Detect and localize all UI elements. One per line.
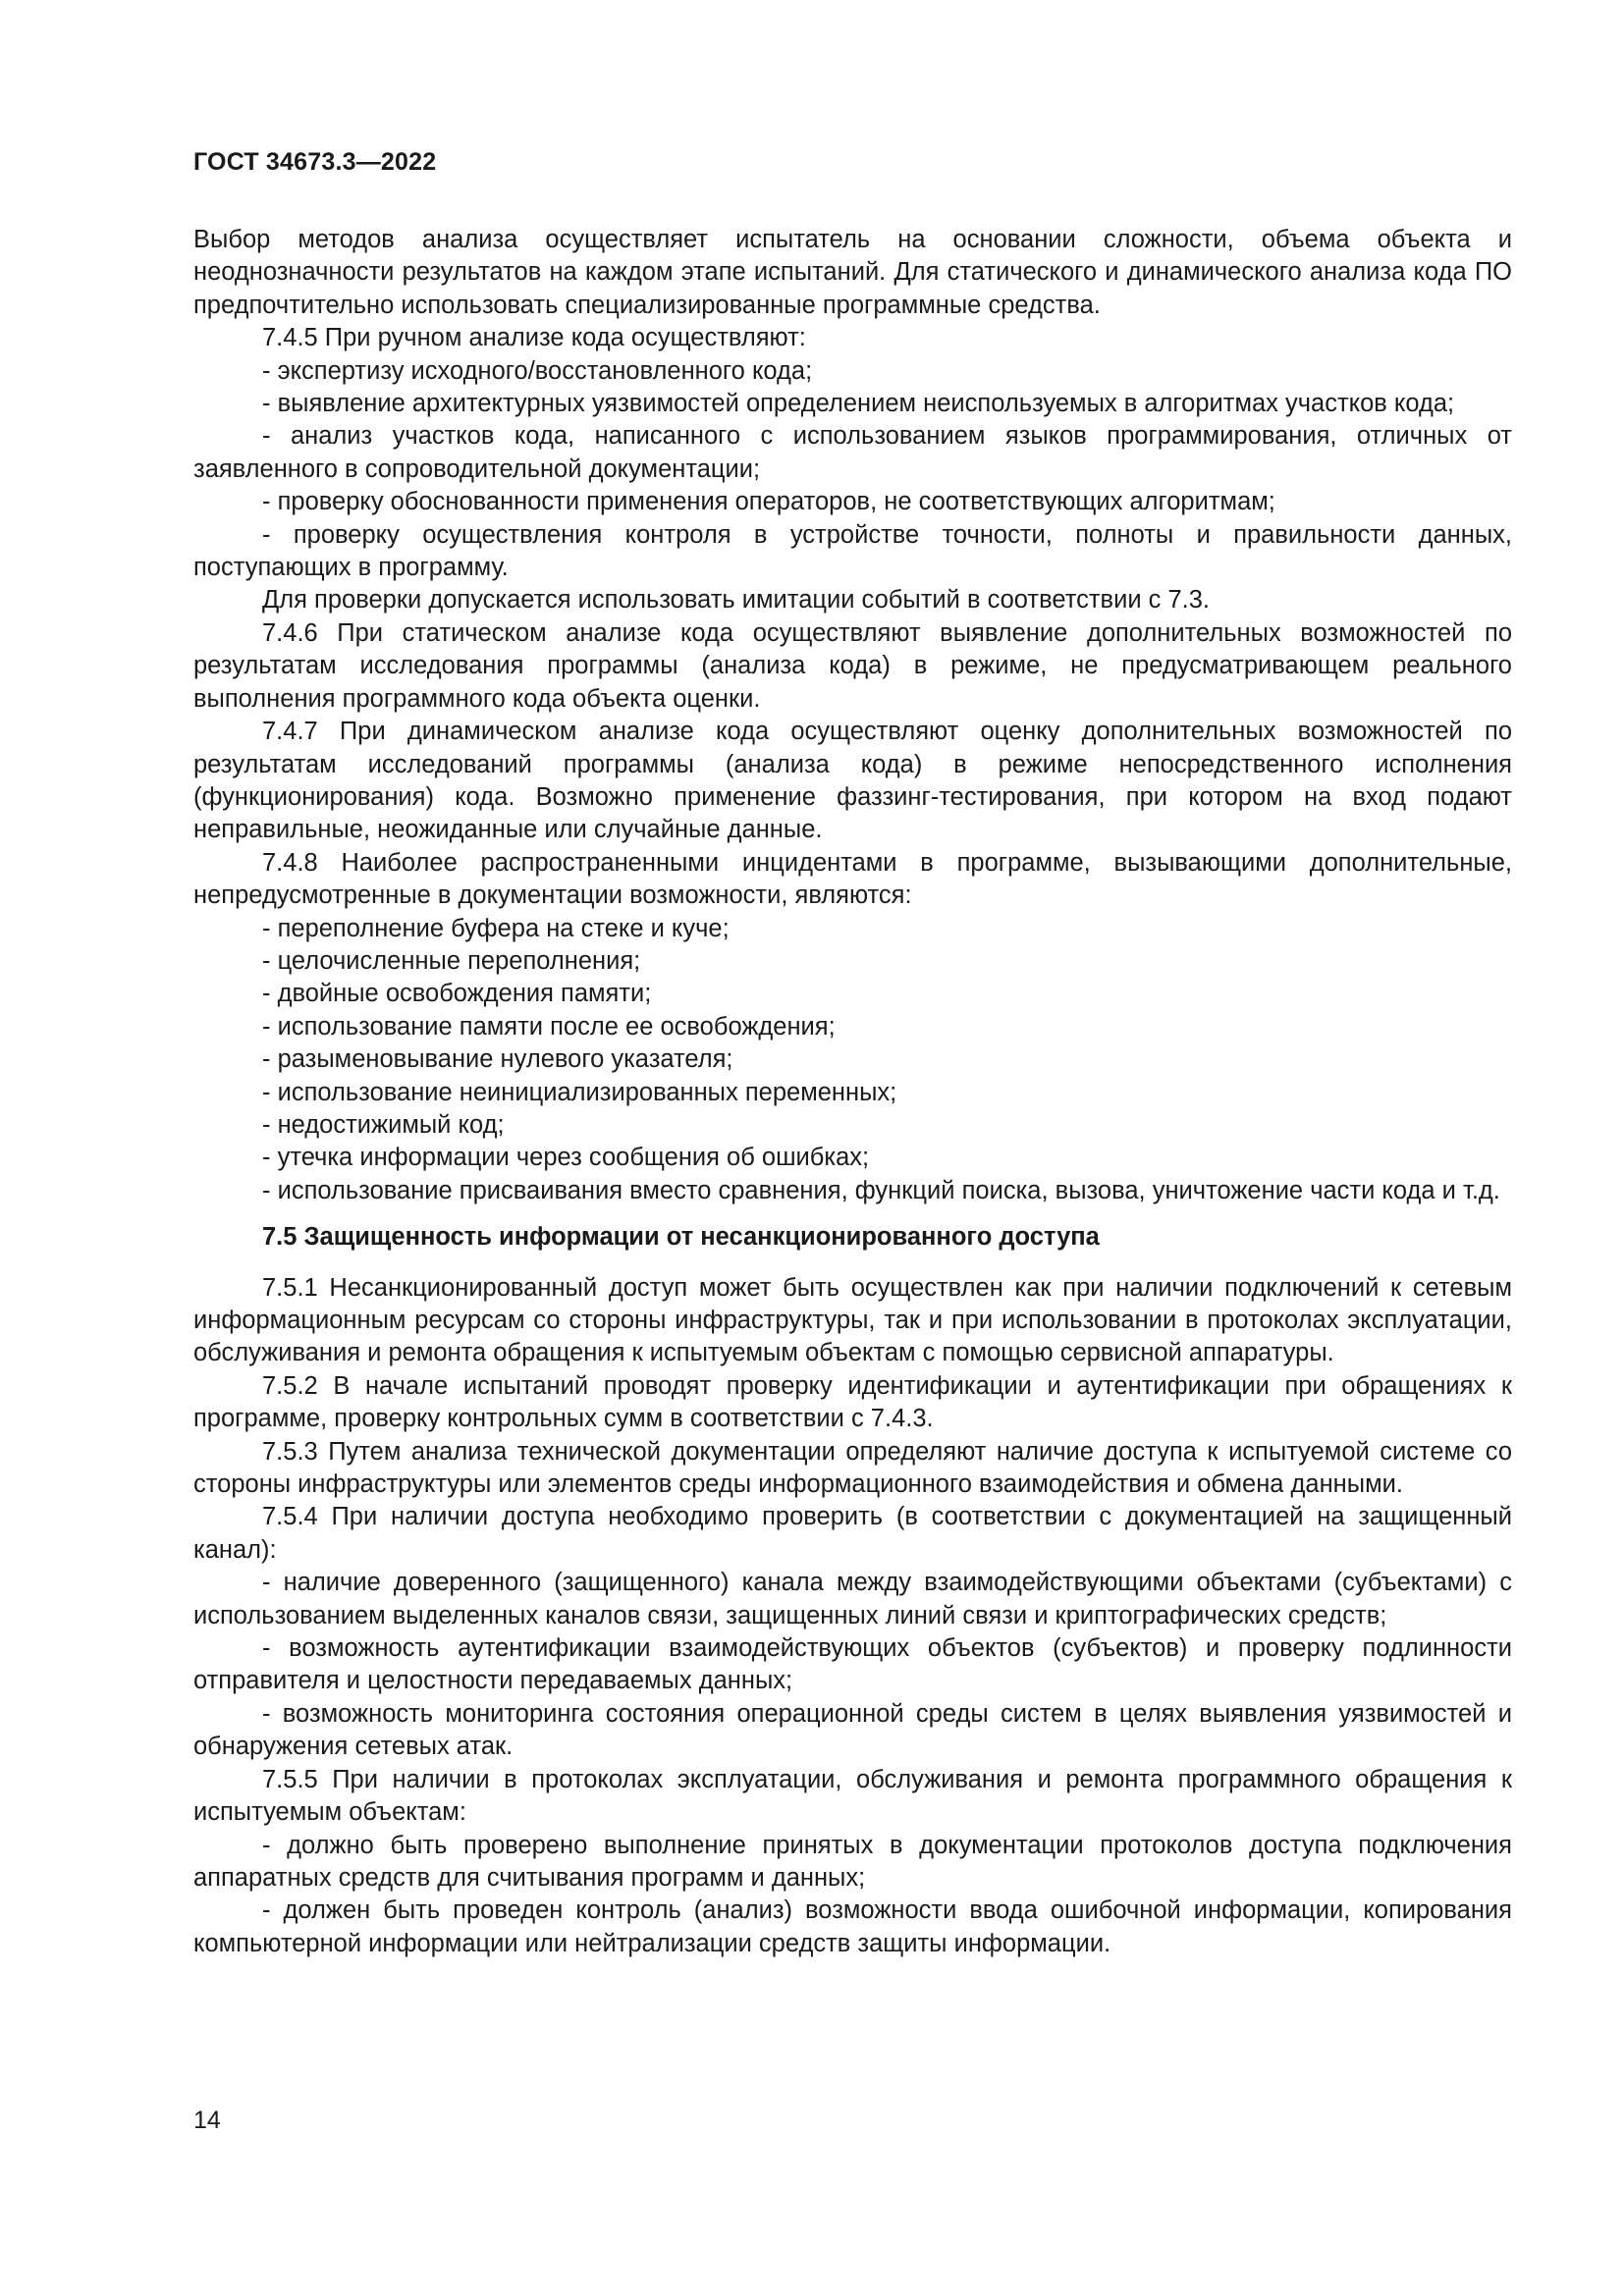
- list-item: - использование памяти после ее освобождения;: [262, 1012, 836, 1041]
- paragraph: 7.5.4 При наличии доступа необходимо проверить (в соответствии с документацией на защищенный канал):: [193, 1503, 1512, 1564]
- document-body: [193, 224, 1512, 1960]
- paragraph: 7.5.1 Несанкционированный доступ может быть осуществлен как при наличии подключений к сетевым информационным ресурсам со стороны инфраструктуры, так и при использовании в протоколах эксплуатации, обслуживания и ремонта обращения к испытуемым объектам с помощью сервисной аппаратуры.: [193, 1273, 1512, 1367]
- list-item: - целочисленные переполнения;: [262, 946, 641, 975]
- paragraph: 7.5.2 В начале испытаний проводят проверку идентификации и аутентификации при обращениях к программе, проверку контрольных сумм в соответствии с 7.4.3.: [193, 1371, 1512, 1433]
- page-number: 14: [193, 2107, 221, 2134]
- list-item: - возможность аутентификации взаимодействующих объектов (субъектов) и проверку подлинности отправителя и целостности передаваемых данных;: [193, 1634, 1512, 1695]
- list-item: - возможность мониторинга состояния операционной среды систем в целях выявления уязвимостей и обнаружения сетевых атак.: [193, 1699, 1512, 1761]
- document-header: ГОСТ 34673.3—2022: [193, 148, 437, 176]
- list-item: - выявление архитектурных уязвимостей определением неиспользуемых в алгоритмах участков кода;: [262, 390, 1455, 418]
- paragraph: 7.5.5 При наличии в протоколах эксплуатации, обслуживания и ремонта программного обращения к испытуемым объектам:: [193, 1765, 1512, 1827]
- paragraph: 7.4.5 При ручном анализе кода осуществляют:: [262, 324, 806, 352]
- list-item: - должен быть проведен контроль (анализ) возможности ввода ошибочной информации, копирования компьютерной информации или нейтрализации средств защиты информации.: [193, 1896, 1512, 1957]
- paragraph: 7.4.7 При динамическом анализе кода осуществляют оценку дополнительных возможностей по результатам исследований программы (анализа кода) в режиме непосредственного исполнения (функционирования) кода. Возможно применение фаззинг-тестирования, при котором на вход подают неправильные, неожиданные или случайные данные.: [193, 718, 1512, 844]
- paragraph: Для проверки допускается использовать имитации событий в соответствии с 7.3.: [262, 586, 1211, 614]
- list-item: - использование неинициализированных переменных;: [262, 1078, 897, 1106]
- list-item: - двойные освобождения памяти;: [262, 980, 652, 1008]
- list-item: - недостижимый код;: [262, 1110, 505, 1139]
- list-item: - должно быть проверено выполнение принятых в документации протоколов доступа подключения аппаратных средств для считывания программ и данных;: [193, 1831, 1512, 1892]
- paragraph: 7.4.6 При статическом анализе кода осуществляют выявление дополнительных возможностей по результатам исследования программы (анализа кода) в режиме, не предусматривающем реального выполнения программного кода объекта оценки.: [193, 618, 1512, 713]
- list-item: - переполнение буфера на стеке и куче;: [262, 914, 730, 942]
- list-item: - проверку обоснованности применения операторов, не соответствующих алгоритмам;: [262, 488, 1275, 516]
- list-item: - разыменовывание нулевого указателя;: [262, 1045, 733, 1074]
- list-item: - экспертизу исходного/восстановленного кода;: [262, 356, 813, 385]
- paragraph: Выбор методов анализа осуществляет испытатель на основании сложности, объема объекта и неоднозначности результатов на каждом этапе испытаний. Для статического и динамического анализа кода ПО предпочтительно использовать специализированные программные средства.: [193, 226, 1512, 319]
- list-item: - проверку осуществления контроля в устройстве точности, полноты и правильности данных, поступающих в программу.: [193, 520, 1512, 582]
- section-heading: 7.5 Защищенность информации от несанкционированного доступа: [262, 1223, 1100, 1252]
- list-item: - утечка информации через сообщения об ошибках;: [262, 1144, 870, 1172]
- list-item: - наличие доверенного (защищенного) канала между взаимодействующими объектами (субъектами) с использованием выделенных каналов связи, защищенных линий связи и криптографических средств;: [193, 1569, 1512, 1629]
- list-item: - использование присваивания вместо сравнения, функций поиска, вызова, уничтожение части кода и т.д.: [262, 1176, 1500, 1204]
- paragraph: 7.5.3 Путем анализа технической документации определяют наличие доступа к испытуемой системе со стороны инфраструктуры или элементов среды информационного взаимодействия и обмена данными.: [193, 1437, 1512, 1499]
- list-item: - анализ участков кода, написанного с использованием языков программирования, отличных от заявленного в сопроводительной документации;: [193, 422, 1512, 483]
- paragraph: 7.4.8 Наиболее распространенными инцидентами в программе, вызывающими дополнительные, непредусмотренные в документации возможности, являются:: [193, 848, 1512, 910]
